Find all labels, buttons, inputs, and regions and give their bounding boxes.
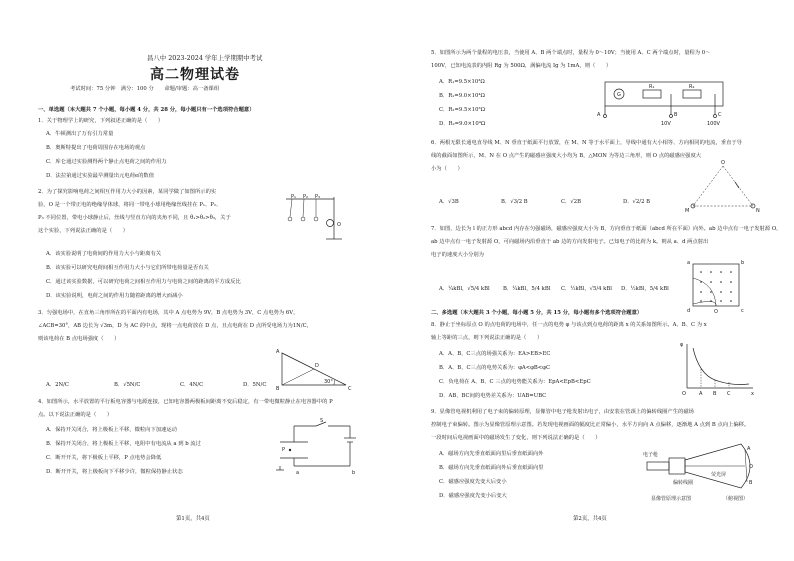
q5-label-g: G	[617, 92, 621, 98]
q3-label-a: A	[276, 349, 280, 355]
q8-label-c: C	[727, 391, 731, 397]
q7-stem-line-2: ab 边中点有一电子发射源 O，可向磁场内沿垂直于 ab 边的方向发射电子。已知电子的比荷为 k。则从 a、d 两点射出	[431, 239, 709, 245]
q1-option-b: B．奥斯特提出了电荷周围存在电场的观点	[46, 145, 146, 151]
q4-option-c: C．断开开关，将下极板上平移，P 点电势会降低	[46, 455, 162, 461]
q9-label-screen: 荧光屏	[711, 472, 727, 478]
q9-label-a: A	[747, 446, 751, 452]
q2-label-p3: P₃	[315, 194, 321, 200]
q6-triangle-figure	[683, 160, 763, 216]
q7-option-c: C．½kBl，√5/4 kBl	[561, 286, 612, 292]
q4-stem-line-1: 4．如图所示，水平放置的平行板电容器与电源连接，已知电容器两极板间距离不变后稳定，有一带电微粒静止在电容器中的 P	[38, 399, 333, 405]
q1-option-c: C．库仑通过实验测得两个静止点电荷之间的作用力	[46, 159, 167, 165]
q2-label-o: O	[337, 222, 341, 228]
q8-label-b: B	[713, 391, 717, 397]
q1-option-d: D．法拉第通过实验最早测量出元电荷e的数值	[46, 173, 155, 179]
q4-option-a: A．保持开关闭合，将上极板上平移，微粒向下加速运动	[46, 427, 177, 433]
q8-label-a: A	[699, 391, 703, 397]
q2-label-p1: P₁	[291, 194, 297, 200]
q3-option-a: A．2N/C	[46, 382, 69, 388]
q8-stem-line-1: 8．静止于坐标原点 O 的点电荷的电场中，任一点的电势 φ 与该点到点电荷的距离 x 的关系如图所示。A、B、C 为 x	[431, 322, 707, 328]
q8-potential-graph	[679, 340, 757, 396]
q9-label-b: B	[749, 480, 753, 486]
q3-option-c: C．4N/C	[180, 382, 204, 388]
q8-label-o: O	[682, 391, 686, 397]
q2-stem-line-2: 验，O 是一个带正电的绝缘导体球，将同一带电小球用绝缘丝线挂在 P₁、P₂、	[38, 202, 222, 208]
q4-label-p: P	[282, 447, 286, 453]
q2-option-a: A．该实验说明了电荷间的作用力大小与距离有关	[46, 251, 162, 257]
q9-option-d: D．磁感应强度先变小后变大	[439, 493, 507, 499]
q9-crt-figure	[641, 440, 769, 510]
q6-stem-line-2: 线的截面如图所示，M、N 在 O 点产生的磁感应强度大小均为 B，△MON 为等边三角形，则 O 点的磁感应强度大	[431, 153, 702, 159]
q2-figure	[282, 195, 344, 245]
q3-label-angle: 30°	[324, 379, 333, 385]
q2-option-c: C．通过该实验数据，可以研究电荷之间相互作用力与电荷之间的距离的平方成反比	[46, 279, 241, 285]
q1-stem: 1．关于物理学上的研究，下列叙述正确的是（ ）	[38, 118, 164, 124]
q4-capacitor-figure	[272, 418, 360, 476]
q7-option-a: A．¼kBl，√5/4 kBl	[439, 286, 490, 292]
q7-label-d: d	[687, 308, 691, 314]
q9-figure-caption: 显像管原理示意图	[651, 496, 692, 502]
q8-stem-line-2: 轴上等距的三点，则下列说法正确的是（ ）	[431, 335, 543, 341]
q5-option-b: B．R₁=9.0×10⁴Ω	[439, 93, 485, 99]
q9-label-o: O	[749, 464, 753, 470]
q9-label-electron-gun: 电子枪	[643, 452, 659, 458]
q5-option-d: D．R₂=9.0×10⁴Ω	[439, 121, 486, 127]
q5-label-r2: R₂	[689, 84, 695, 90]
q2-option-b: B．该实验可以研究电荷间相互作用力大小与它们所带电荷量是否有关	[46, 265, 209, 271]
q3-option-b: B．√5N/C	[114, 382, 141, 388]
q8-label-x: x	[751, 391, 754, 397]
q9-option-c: C．磁感应强度先变大后变小	[439, 479, 507, 485]
q5-label-c: C	[718, 112, 722, 118]
q5-label-b: B	[674, 112, 678, 118]
q2-stem-line-4: 这个实验，下列说法正确的是（ ）	[38, 228, 129, 234]
q9-option-a: A．磁场方向先垂直纸面向里后垂直纸面向外	[439, 451, 544, 457]
q5-stem-line-2: 100V，已知电流表的内阻 Rg 为 500Ω，满偏电流 Ig 为 1mA，则（ ）	[431, 63, 612, 69]
q3-label-b: B	[276, 386, 280, 392]
q5-option-a: A．R₁=9.5×10³Ω	[439, 79, 485, 85]
q7-option-b: B．¼kBl，5/4 kBl	[503, 286, 551, 292]
q9-stem-line-1: 9．显像管电视机利用了电子束的偏转原理，显像管中电子枪发射出电子，由安装在管颈上的偏转线圈产生的磁场	[431, 409, 694, 415]
q4-option-b: B．保持开关闭合，将上极板上平移，电阻中有电流从 a 到 b 流过	[46, 441, 201, 447]
exam-title: 高二物理试卷	[150, 67, 240, 83]
q9-label-deflection-coil: 偏转线圈	[673, 480, 694, 486]
q1-option-a: A．牛顿测出了万有引力常量	[46, 131, 114, 137]
q9-stem-line-3: 一段时间后电视画面中的磁场发生了变化，则下列说法正确的是（ ）	[431, 435, 601, 441]
q5-label-10v: 10V	[661, 121, 671, 127]
q2-option-d: D．该实验说明，电荷之间的作用力随着距离的增大而减小	[46, 293, 183, 299]
q7-label-c: c	[741, 308, 744, 314]
q7-stem-line-1: 7．如图，边长为 l 的正方形 abcd 内存在匀强磁场，磁感应强度大小为 B，方向垂直于纸面（abcd 所在平面）向外。ab 边中点有一电子发射源 O，	[431, 226, 782, 232]
q8-label-phi: φ	[680, 342, 684, 348]
q2-label-p2: P₂	[303, 194, 309, 200]
q7-option-d: D．½kBl，5/4 kBl	[621, 286, 669, 292]
q7-stem-line-3: 电子的速度大小分别为	[431, 252, 484, 258]
q7-label-b: b	[741, 260, 745, 266]
q3-stem-line-3: 则该电荷在 B 点电场强度（ ）	[38, 336, 120, 342]
q6-stem-line-1: 6．两根无限长通电直导线 M、N 垂直于纸面平行放置，在 M、N 等于水平面上，导线中通有大小相等、方向相同的电流，垂直于导	[431, 140, 742, 146]
q9-figure-view-note: （俯视图）	[723, 496, 749, 502]
q4-option-d: D．断开开关，将上极板向下平移少许，微粒保持静止状态	[46, 469, 183, 475]
q5-label-100v: 100V	[707, 121, 720, 127]
q6-option-d: D．√2/2 B	[623, 199, 651, 205]
q6-option-b: B．√3/2 B	[501, 199, 528, 205]
page-1-footer: 第1页，共4页	[176, 516, 210, 522]
q3-option-d: D．5N/C	[243, 382, 267, 388]
section-2-heading: 二、多选题（本大题共 3 个小题，每小题 5 分，共 15 分，每小题有多个选项符合题意）	[431, 310, 643, 316]
q3-stem-line-1: 3．匀强电场中，在直角三角形所在的平面内有电场，其中 A 点电势为 9V，B 点电势为 3V，C 点电势为 6V，	[38, 310, 299, 316]
exam-page-2	[397, 0, 794, 561]
q8-option-b: B．A、B、C三点的电势关系为：φA<φB<φC	[439, 365, 550, 371]
q5-label-r1: R₁	[649, 84, 655, 90]
section-1-heading: 一、单选题（本大题共 7 个小题，每小题 4 分，共 28 分，每小题只有一个选项符合题意）	[38, 107, 255, 113]
q3-triangle-figure	[268, 345, 354, 391]
q4-label-b: b	[352, 470, 356, 476]
q4-label-s: S	[320, 418, 324, 424]
q2-stem-line-3: P₃ 不同位置，带电小球静止后，丝线与竖直方向的夹角不同，且 θ₁>θ₂>θ₃，关于	[38, 215, 231, 221]
q8-option-c: C．负电荷在 A、B、C 三点的电势能关系为：EpA<EpB<EpC	[439, 379, 591, 385]
q5-option-c: C．R₂=9.5×10³Ω	[439, 107, 486, 113]
q4-stem-line-2: 点。以下说法正确的是（ ）	[38, 412, 113, 418]
q6-option-c: C．√2B	[561, 199, 581, 205]
q6-label-n: N	[756, 208, 760, 214]
q4-label-a: a	[296, 470, 300, 476]
q2-stem-line-1: 2．为了探究影响电荷之间相互作用力大小的因素，某同学做了如图所示的实	[38, 189, 217, 195]
q6-label-m: M	[685, 208, 690, 214]
q3-label-d: D	[315, 363, 319, 369]
exam-meta: 考试时间：75 分钟 满分：100 分 命题/审题：高一备课组	[70, 86, 220, 92]
q8-option-d: D．AB、BC间的电势差关系为：UAB=UBC	[439, 393, 547, 399]
q3-stem-line-2: ∠ACB=30°，AB 边长为 √3m，D 为 AC 的中点，现将一点电荷放在 D 点，且点电荷在 D 点所受电场力为1N/C，	[38, 323, 312, 329]
q6-stem-line-3: 小为（ ）	[431, 166, 463, 172]
q3-label-c: C	[348, 386, 352, 392]
page-2-footer: 第2页，共4页	[573, 516, 607, 522]
q5-voltmeter-figure	[597, 78, 737, 128]
school-header: 昌八中 2023-2024 学年上学期期中考试	[147, 54, 263, 62]
q9-stem-line-2: 控制电子束偏转。图示为显像管原理示意图。若发现电视画面的幅度比正常偏小，水平方向向 A 点偏移，逐渐地 A 点到 B 点向上偏移。	[431, 422, 750, 428]
q6-option-a: A．√3B	[439, 199, 459, 205]
q8-option-a: A．A、B、C三点的场强关系为：EA>EB>EC	[439, 351, 551, 357]
q6-label-o: O	[721, 160, 725, 166]
q5-label-a: A	[597, 112, 601, 118]
q7-label-a: a	[687, 260, 691, 266]
q7-label-o: O	[714, 309, 718, 315]
q9-option-b: B．磁场方向先垂直纸面向外后垂直纸面向里	[439, 465, 544, 471]
q7-square-field-figure	[687, 258, 751, 314]
q5-stem-line-1: 5．如图所示为两个量程的电压表，当使用 A、B 两个端点时，量程为 0～10V；当使用 A、C 两个端点时，量程为 0～	[431, 50, 711, 56]
